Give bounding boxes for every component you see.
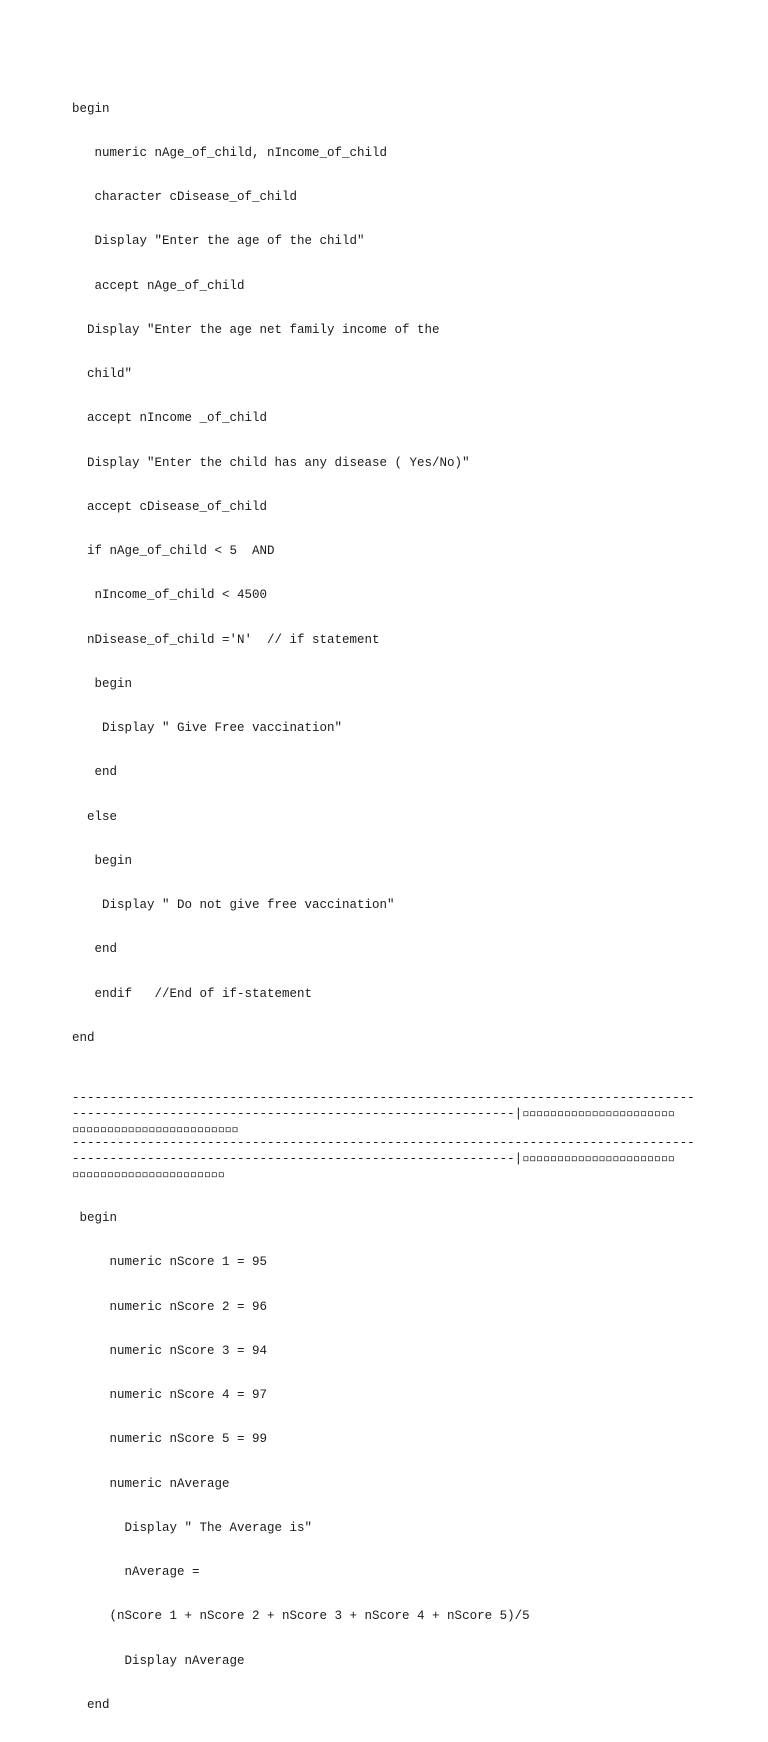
pseudocode-block-vaccination <box>72 72 702 1075</box>
code-line: child" <box>72 367 702 382</box>
code-line: else <box>72 810 702 825</box>
placeholder-glyph-boxes: ▫▫▫▫▫▫▫▫▫▫▫▫▫▫▫▫▫▫▫▫▫▫ <box>522 1150 674 1165</box>
document-page <box>72 72 702 1742</box>
code-line: nDisease_of_child ='N' // if statement <box>72 633 702 648</box>
code-line: end <box>72 942 702 957</box>
code-line: end <box>72 1031 702 1046</box>
code-line: numeric nAge_of_child, nIncome_of_child <box>72 146 702 161</box>
code-line: Display "Enter the age of the child" <box>72 234 702 249</box>
separator-dashes-pipe: -----------------------------------------------------------| <box>72 1152 522 1166</box>
code-line: accept cDisease_of_child <box>72 500 702 515</box>
code-line: numeric nAverage <box>72 1477 702 1492</box>
separator-dashes: ----------------------------------------------------------------------------------- <box>72 1091 702 1106</box>
code-line: begin <box>72 1211 702 1226</box>
code-line: Display "Enter the child has any disease ( Yes/No)" <box>72 456 702 471</box>
separator-dashes-pipe: -----------------------------------------------------------| <box>72 1107 522 1121</box>
spacer <box>72 1075 702 1091</box>
code-line: Display " Do not give free vaccination" <box>72 898 702 913</box>
placeholder-glyph-boxes: ▫▫▫▫▫▫▫▫▫▫▫▫▫▫▫▫▫▫▫▫▫▫ <box>522 1105 674 1120</box>
code-line: end <box>72 765 702 780</box>
code-line: Display nAverage <box>72 1654 702 1669</box>
separator-dashes: ----------------------------------------------------------------------------------- <box>72 1136 702 1151</box>
code-line: begin <box>72 854 702 869</box>
code-line: begin <box>72 102 702 117</box>
code-line: accept nIncome _of_child <box>72 411 702 426</box>
code-line: character cDisease_of_child <box>72 190 702 205</box>
code-line: Display " The Average is" <box>72 1521 702 1536</box>
placeholder-glyph-boxes: ▫▫▫▫▫▫▫▫▫▫▫▫▫▫▫▫▫▫▫▫▫▫ <box>72 1167 702 1182</box>
code-line: numeric nScore 1 = 95 <box>72 1255 702 1270</box>
code-line: numeric nScore 4 = 97 <box>72 1388 702 1403</box>
separator-dashes-pipe-row <box>72 1106 702 1122</box>
code-line: accept nAge_of_child <box>72 279 702 294</box>
code-line: begin <box>72 677 702 692</box>
code-line: nAverage = <box>72 1565 702 1580</box>
code-line: numeric nScore 2 = 96 <box>72 1300 702 1315</box>
code-line: end <box>72 1698 702 1713</box>
code-line: numeric nScore 5 = 99 <box>72 1432 702 1447</box>
placeholder-glyph-boxes: ▫▫▫▫▫▫▫▫▫▫▫▫▫▫▫▫▫▫▫▫▫▫▫▫ <box>72 1122 702 1137</box>
code-line: numeric nScore 3 = 94 <box>72 1344 702 1359</box>
code-line: (nScore 1 + nScore 2 + nScore 3 + nScore 4 + nScore 5)/5 <box>72 1609 702 1624</box>
code-line: Display "Enter the age net family income of the <box>72 323 702 338</box>
pseudocode-block-average <box>72 1182 702 1742</box>
code-line: if nAge_of_child < 5 AND <box>72 544 702 559</box>
separator-dashes-pipe-row <box>72 1151 702 1167</box>
code-line: nIncome_of_child < 4500 <box>72 588 702 603</box>
code-line: Display " Give Free vaccination" <box>72 721 702 736</box>
code-line: endif //End of if-statement <box>72 987 702 1002</box>
